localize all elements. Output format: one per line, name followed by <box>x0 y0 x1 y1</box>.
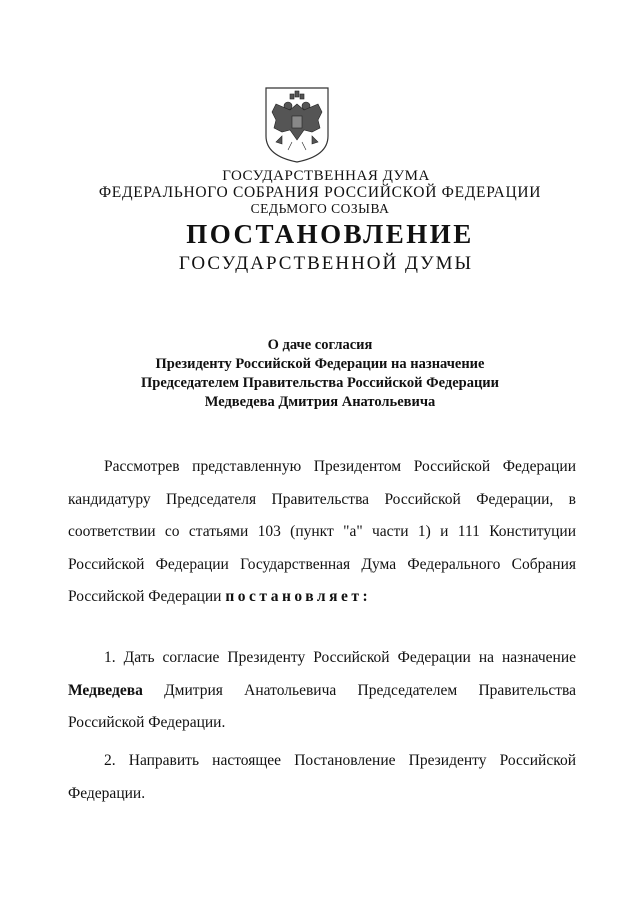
item-1-paragraph <box>68 642 576 740</box>
title-line-3: Председателем Правительства Российской Федерации <box>140 375 500 391</box>
item-1-lead: 1. Дать согласие Президенту Российской Федерации на назначение <box>104 649 576 666</box>
document-subtype: ГОСУДАРСТВЕННОЙ ДУМЫ <box>178 253 474 274</box>
header-line-2: ФЕДЕРАЛЬНОГО СОБРАНИЯ РОССИЙСКОЙ ФЕДЕРАЦИИ <box>98 184 542 201</box>
title-line-1: О даче согласия <box>267 337 373 353</box>
item-1-bold-name: Медведева <box>68 681 143 699</box>
document-title <box>0 336 640 412</box>
title-line-2: Президенту Российской Федерации на назначение <box>155 356 485 372</box>
item-2-paragraph <box>68 745 576 810</box>
document-type: ПОСТАНОВЛЕНИЕ <box>186 219 474 249</box>
item-2-text: 2. Направить настоящее Постановление Президенту Российской Федерации. <box>68 752 576 802</box>
item-1-rest: Дмитрия Анатольевича Председателем Правительства Российской Федерации. <box>68 681 576 731</box>
coat-of-arms-icon <box>262 86 332 164</box>
header-line-3: СЕДЬМОГО СОЗЫВА <box>250 201 390 216</box>
preamble-text: Рассмотрев представленную Президентом Российской Федерации кандидатуру Председателя Правительства Российской Федерации, в соответствии со статьями 103 (пункт "а" части 1) и 111 Конституции Российской Федерации Государственная Дума Федерального Собрания Российской Федерации <box>68 458 576 605</box>
title-line-4: Медведева Дмитрия Анатольевича <box>204 394 436 410</box>
preamble-paragraph <box>68 451 576 614</box>
header-line-1: ГОСУДАРСТВЕННАЯ ДУМА <box>222 168 430 184</box>
resolves-word: постановляет: <box>225 588 372 605</box>
